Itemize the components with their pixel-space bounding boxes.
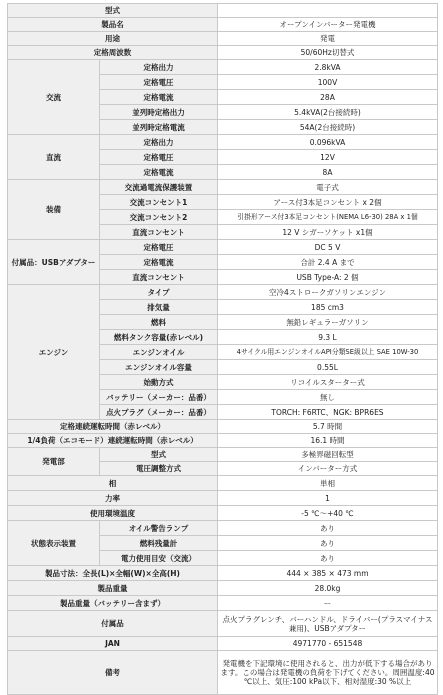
- start-method-label: 始動方式: [100, 375, 218, 390]
- ac-output-label: 定格出力: [100, 60, 218, 75]
- header-value: [218, 4, 438, 18]
- table-row: [8, 18, 438, 32]
- dc-voltage-label: 定格電圧: [100, 150, 218, 165]
- table-row: [8, 285, 438, 300]
- table-row: [8, 60, 438, 75]
- outlet2-value: 引掛形アース付3本足コンセント(NEMA L6-30) 28A x 1個: [218, 210, 438, 225]
- fuel-gauge-label: 燃料残量計: [100, 536, 218, 551]
- tank-value: 9.3 L: [218, 330, 438, 345]
- weight-label: 製品重量: [8, 581, 218, 596]
- rated-frequency-label: 定格周波数: [8, 46, 218, 60]
- usb-current-value: 合計 2.4 A まで: [218, 255, 438, 270]
- dc-voltage-value: 12V: [218, 150, 438, 165]
- power-meter-label: 電力使用目安（交流）: [100, 551, 218, 566]
- generator-group-label: 発電部: [8, 448, 100, 476]
- table-row: [8, 46, 438, 60]
- oil-capacity-value: 0.55L: [218, 360, 438, 375]
- run-time-rated-label: 定格連続運転時間（赤レベル）: [8, 420, 218, 434]
- table-row: [8, 448, 438, 462]
- ac-parallel-current-label: 並列時定格電流: [100, 120, 218, 135]
- breaker-label: 交流過電流保護装置: [100, 180, 218, 195]
- table-row: [8, 434, 438, 448]
- fuel-value: 無鉛レギュラーガソリン: [218, 315, 438, 330]
- ac-parallel-output-value: 5.4kVA(2台接続時): [218, 105, 438, 120]
- fuel-label: 燃料: [100, 315, 218, 330]
- remarks-value: 発電機を下記環境に使用されると、出力が低下する場合があります。この場合は発電機の負荷を下げてください。周囲温度:40 ℃以上、気圧:100 kPa以下、相対湿度:30 %以上: [218, 651, 438, 695]
- table-row: [8, 506, 438, 521]
- battery-label: バッテリー（メーカー：品番）: [100, 390, 218, 405]
- usb-outlet-label: 直流コンセント: [100, 270, 218, 285]
- remarks-label: 備考: [8, 651, 218, 695]
- usb-voltage-label: 定格電圧: [100, 240, 218, 255]
- dc-current-label: 定格電流: [100, 165, 218, 180]
- table-row: [8, 566, 438, 581]
- engine-oil-label: エンジンオイル: [100, 345, 218, 360]
- generator-model-label: 型式: [100, 448, 218, 462]
- engine-type-value: 空冷4ストロークガソリンエンジン: [218, 285, 438, 300]
- table-row: [8, 32, 438, 46]
- displacement-value: 185 cm3: [218, 300, 438, 315]
- oil-lamp-value: あり: [218, 521, 438, 536]
- product-name-label: 製品名: [8, 18, 218, 32]
- ac-voltage-label: 定格電圧: [100, 75, 218, 90]
- table-row: [8, 596, 438, 611]
- power-meter-value: あり: [218, 551, 438, 566]
- regulation-label: 電圧調整方式: [100, 462, 218, 476]
- table-row: [8, 581, 438, 596]
- spark-plug-value: TORCH: F6RTC、NGK: BPR6ES: [218, 405, 438, 420]
- usage-value: 発電: [218, 32, 438, 46]
- dc-current-value: 8A: [218, 165, 438, 180]
- run-time-eco-label: 1/4負荷（エコモード）連続運転時間（赤レベル）: [8, 434, 218, 448]
- table-row: [8, 4, 438, 18]
- displacement-label: 排気量: [100, 300, 218, 315]
- ac-voltage-value: 100V: [218, 75, 438, 90]
- oil-lamp-label: オイル警告ランプ: [100, 521, 218, 536]
- dc-output-label: 定格出力: [100, 135, 218, 150]
- equipment-group-label: 装備: [8, 180, 100, 240]
- table-row: [8, 180, 438, 195]
- table-row: [8, 476, 438, 491]
- fuel-gauge-value: あり: [218, 536, 438, 551]
- outlet1-label: 交流コンセント1: [100, 195, 218, 210]
- regulation-value: インバーター方式: [218, 462, 438, 476]
- table-row: [8, 135, 438, 150]
- header-label: 型式: [8, 4, 218, 18]
- rated-frequency-value: 50/60Hz切替式: [218, 46, 438, 60]
- engine-type-label: タイプ: [100, 285, 218, 300]
- usb-outlet-value: USB Type-A: 2 個: [218, 270, 438, 285]
- dc-outlet-label: 直流コンセント: [100, 225, 218, 240]
- ac-output-value: 2.8kVA: [218, 60, 438, 75]
- engine-oil-value: 4サイクル用エンジンオイルAPI分類SE級以上 SAE 10W-30: [218, 345, 438, 360]
- engine-group-label: エンジン: [8, 285, 100, 420]
- phase-label: 相: [8, 476, 218, 491]
- power-factor-label: 力率: [8, 491, 218, 506]
- table-row: [8, 637, 438, 651]
- weight-without-battery-value: ー: [218, 596, 438, 611]
- spec-table: [7, 3, 438, 695]
- outlet1-value: アース付3本足コンセント x 2個: [218, 195, 438, 210]
- power-factor-value: 1: [218, 491, 438, 506]
- phase-value: 単相: [218, 476, 438, 491]
- dc-group-label: 直流: [8, 135, 100, 180]
- battery-value: 無し: [218, 390, 438, 405]
- outlet2-label: 交流コンセント2: [100, 210, 218, 225]
- weight-without-battery-label: 製品重量（バッテリー含まず）: [8, 596, 218, 611]
- start-method-value: リコイルスターター式: [218, 375, 438, 390]
- table-row: [8, 240, 438, 255]
- spark-plug-label: 点火プラグ（メーカー：品番）: [100, 405, 218, 420]
- run-time-rated-value: 5.7 時間: [218, 420, 438, 434]
- ac-parallel-current-value: 54A(2台接続時): [218, 120, 438, 135]
- usb-voltage-value: DC 5 V: [218, 240, 438, 255]
- weight-value: 28.0kg: [218, 581, 438, 596]
- usage-label: 用途: [8, 32, 218, 46]
- table-row: [8, 651, 438, 695]
- table-row: [8, 420, 438, 434]
- table-row: [8, 521, 438, 536]
- dimensions-label: 製品寸法：全長(L)×全幅(W)×全高(H): [8, 566, 218, 581]
- accessories-label: 付属品: [8, 611, 218, 637]
- ambient-temp-label: 使用環境温度: [8, 506, 218, 521]
- tank-label: 燃料タンク容量(赤レベル): [100, 330, 218, 345]
- ac-group-label: 交流: [8, 60, 100, 135]
- product-name-value: オープンインバーター発電機: [218, 18, 438, 32]
- dc-outlet-value: 12 V シガーソケット x1個: [218, 225, 438, 240]
- dimensions-value: 444 × 385 × 473 mm: [218, 566, 438, 581]
- table-row: [8, 611, 438, 637]
- ambient-temp-value: -5 ℃〜+40 ℃: [218, 506, 438, 521]
- ac-parallel-output-label: 並列時定格出力: [100, 105, 218, 120]
- usb-current-label: 定格電流: [100, 255, 218, 270]
- generator-model-value: 多極界磁回転型: [218, 448, 438, 462]
- jan-label: JAN: [8, 637, 218, 651]
- oil-capacity-label: エンジンオイル容量: [100, 360, 218, 375]
- run-time-eco-value: 16.1 時間: [218, 434, 438, 448]
- ac-current-value: 28A: [218, 90, 438, 105]
- table-row: [8, 491, 438, 506]
- usb-adapter-group-label: 付属品：USBアダプター: [8, 240, 100, 285]
- ac-current-label: 定格電流: [100, 90, 218, 105]
- accessories-value: 点火プラグレンチ、バーハンドル、ドライバー(プラスマイナス兼用)、USBアダプター: [218, 611, 438, 637]
- status-group-label: 状態表示装置: [8, 521, 100, 566]
- dc-output-value: 0.096kVA: [218, 135, 438, 150]
- breaker-value: 電子式: [218, 180, 438, 195]
- jan-value: 4971770 - 651548: [218, 637, 438, 651]
